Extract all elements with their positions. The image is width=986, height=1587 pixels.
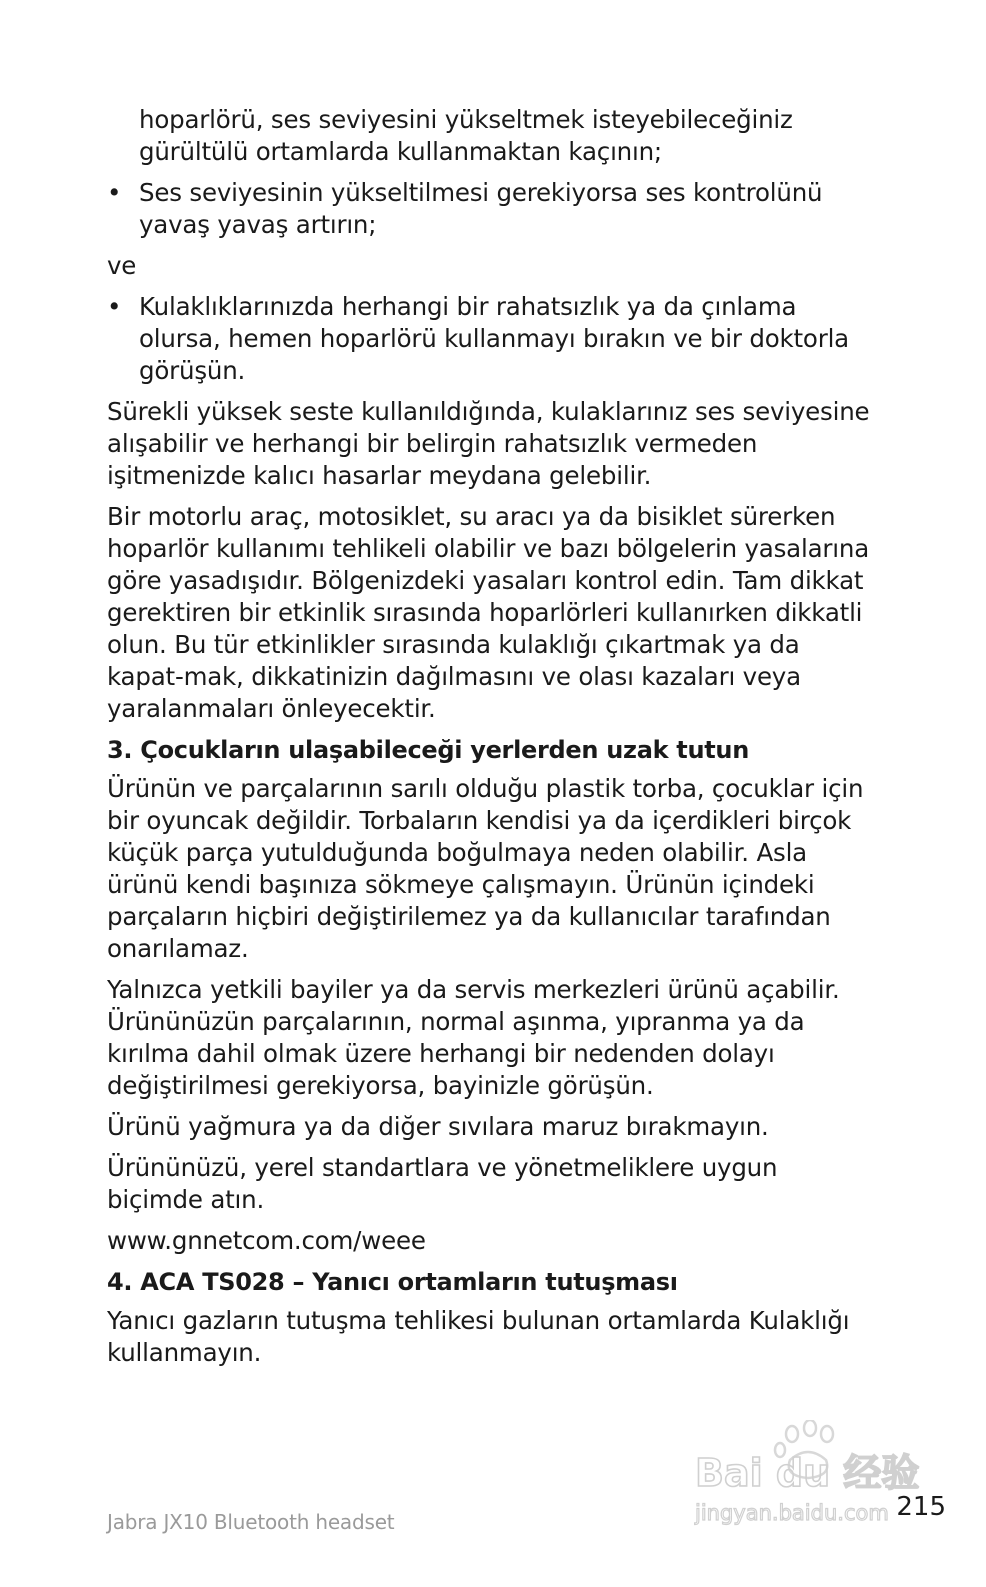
bullet-marker: • xyxy=(107,178,122,207)
watermark-brand-text: Bai du 经验 xyxy=(695,1451,920,1495)
section-heading: 4. ACA TS028 – Yanıcı ortamların tutuşması xyxy=(107,1268,678,1296)
list-item-text: Kulaklıklarınızda herhangi bir rahatsızlık ya da çınlama olursa, hemen hoparlörü kullanmayı bırakın ve bir doktorla görüşün. xyxy=(139,292,849,385)
paragraph: Yanıcı gazların tutuşma tehlikesi bulunan ortamlarda Kulaklığı kullanmayın. xyxy=(107,1306,850,1367)
page-number: 215 xyxy=(896,1492,946,1522)
baidu-watermark-logo xyxy=(690,1420,920,1530)
paragraph: Yalnızca yetkili bayiler ya da servis merkezleri ürünü açabilir. Ürününüzün parçalarının, normal aşınma, yıpranma ya da kırılma dahil olmak üzere herhangi bir nedenden dolayı değiştirilmesi gerekiyorsa, bayinizle görüşün. xyxy=(107,975,840,1100)
section-heading: 3. Çocukların ulaşabileceği yerlerden uzak tutun xyxy=(107,736,750,764)
paragraph: Ürünün ve parçalarının sarılı olduğu plastik torba, çocuklar için bir oyuncak değildir. Torbaların kendisi ya da içerdikleri birçok küçük parça yutulduğunda boğulmaya neden olabilir. Asla ürünü kendi başınıza sökmeye çalışmayın. Ürünün içindeki parçaların hiçbiri değiştirilemez ya da kullanıcılar tarafından onarılamaz. xyxy=(107,774,864,963)
list-item-text: Ses seviyesinin yükseltilmesi gerekiyorsa ses kontrolünü yavaş yavaş artırın; xyxy=(139,178,823,239)
list-item xyxy=(107,291,877,387)
connector-text: ve xyxy=(107,251,137,280)
bullet-marker: • xyxy=(107,292,122,321)
continued-bullet-text: hoparlörü, ses seviyesini yükseltmek isteyebileceğiniz gürültülü ortamlarda kullanmaktan kaçının; xyxy=(139,105,793,166)
weee-link[interactable]: www.gnnetcom.com/weee xyxy=(107,1226,426,1255)
paragraph: Ürünü yağmura ya da diğer sıvılara maruz bırakmayın. xyxy=(107,1112,769,1141)
paragraph: Ürününüzü, yerel standartlara ve yönetmeliklere uygun biçimde atın. xyxy=(107,1153,778,1214)
footer-product-name: Jabra JX10 Bluetooth headset xyxy=(107,1510,395,1534)
document-body xyxy=(107,104,877,1378)
paragraph: Bir motorlu araç, motosiklet, su aracı ya da bisiklet sürerken hoparlör kullanımı tehlikeli olabilir ve bazı bölgelerin yasalarına göre yasadışıdır. Bölgenizdeki yasaları kontrol edin. Tam dikkat gerektiren bir etkinlik sırasında hoparlörleri kullanırken dikkatli olun. Bu tür etkinlikler sırasında kulaklığı çıkartmak ya da kapat-mak, dikkatinizin dağılmasını ve olası kazaları veya yaralanmaları önleyecektir. xyxy=(107,502,870,723)
watermark-site-text: jingyan.baidu.com xyxy=(695,1501,889,1525)
paragraph: Sürekli yüksek seste kullanıldığında, kulaklarınız ses seviyesine alışabilir ve herhangi bir belirgin rahatsızlık vermeden işitmenizde kalıcı hasarlar meydana gelebilir. xyxy=(107,397,870,490)
list-item xyxy=(107,177,877,241)
